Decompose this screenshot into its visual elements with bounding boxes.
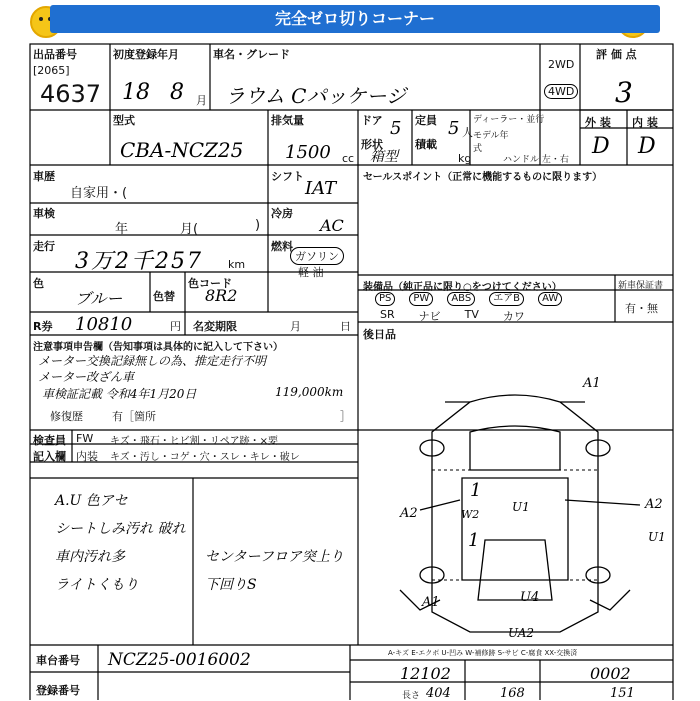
inspection-year: 年 [115, 222, 129, 237]
registration-label: 登録番号 [36, 684, 80, 697]
banner-title: 完全ゼロ切りコーナー [50, 5, 660, 33]
capacity-label: 定員 [415, 114, 437, 127]
diagram-label-u4: U4 [520, 590, 540, 605]
capacity-value: 5 [448, 118, 460, 139]
first-reg-year: 18 [122, 80, 150, 105]
remark-right-1: センターフロア突上り [205, 549, 344, 565]
selling-points-label: セールスポイント（正常に機能するものに限ります） [363, 172, 603, 183]
color-code-label: 色コード [188, 277, 232, 290]
notes-line-1: メーター交換記録無しの為、推定走行不明 [38, 354, 267, 368]
remark-left-4: ライトくもり [55, 577, 139, 593]
remark-left-1: A.U 色アセ [55, 493, 128, 509]
body-value: 箱型 [370, 149, 398, 165]
mileage-value: 3万2千257 [75, 249, 203, 274]
lot-sub: [2065] [33, 64, 70, 77]
diagram-label-w2: W2 [461, 508, 480, 521]
door-label: ドア [361, 114, 383, 127]
score-label: 評 価 点 [596, 48, 637, 61]
interior-score: D [638, 134, 656, 159]
rken-label: R券 [33, 320, 53, 333]
equip-airbag: エアB [489, 292, 524, 306]
rken-value: 10810 [75, 314, 133, 335]
color-change-label: 色替 [153, 290, 175, 303]
load-unit: kg [458, 152, 472, 165]
repair-label: 修復歴 [50, 410, 83, 423]
warranty-value: 有・無 [625, 302, 658, 315]
drive-4wd: 4WD [544, 84, 578, 99]
car-name: ラウム Cパッケージ [225, 84, 407, 108]
length-value: 404 [426, 686, 451, 701]
equip-ps: PS [375, 292, 395, 306]
model-value: CBA-NCZ25 [120, 138, 244, 162]
color-value: ブルー [75, 289, 123, 308]
equipment-row-2 [380, 308, 610, 324]
score-value: 3 [615, 76, 633, 109]
mileage-unit: km [228, 258, 246, 271]
exterior-score: D [592, 134, 610, 159]
history-label: 車歴 [33, 170, 55, 183]
equip-leather: カワ [502, 310, 525, 323]
notes-line-2: メーター改ざん車 [38, 370, 135, 384]
model-label: 型式 [113, 114, 135, 127]
fuel-gasoline: ガソリン [290, 247, 344, 265]
diagram-label-ua2: UA2 [508, 626, 535, 640]
meigi-day: 日 [340, 320, 351, 333]
bottom-value-1: 12102 [400, 664, 451, 683]
equip-tv: TV [464, 308, 479, 321]
meigi-label: 名変期限 [193, 320, 237, 333]
meigi-month: 月 [290, 320, 301, 333]
equip-abs: ABS [447, 292, 475, 306]
lot-number: 4637 [40, 80, 102, 108]
width-value: 168 [500, 686, 525, 701]
repair-value: 有［箇所 [112, 410, 156, 423]
aircon-value: AC [320, 216, 344, 235]
diagram-label-a1-bottom: A1 [422, 595, 440, 610]
remark-left-3: 車内汚れ多 [55, 549, 125, 565]
remark-left-2: シートしみ汚れ 破れ [55, 521, 186, 537]
height-value: 151 [610, 686, 635, 701]
fw-label: FW [76, 432, 94, 445]
inspection-close: ) [255, 218, 261, 233]
inspector-label: 検査員 [33, 434, 66, 447]
load-label: 積載 [415, 138, 437, 151]
first-reg-unit: 月 [196, 94, 207, 107]
dealer-label: ディーラー・並行 [473, 115, 545, 125]
rken-unit: 円 [170, 320, 181, 333]
displacement-unit: cc [342, 152, 355, 165]
remark-right-2: 下回りS [205, 577, 257, 593]
drive-2wd: 2WD [548, 58, 575, 71]
shift-label: シフト [271, 170, 304, 183]
length-label: 長さ [402, 691, 421, 701]
diagram-mark-1b: 1 [468, 530, 480, 551]
warranty-label: 新車保証書 [618, 281, 664, 291]
rear-seat-label: 後日品 [363, 328, 396, 341]
diagram-label-u1-center: U1 [512, 500, 530, 514]
diagram-label-a1-top: A1 [583, 376, 601, 391]
equipment-label: 装備品（純正品に限り○をつけてください） [363, 282, 562, 293]
shift-value: IAT [305, 178, 337, 199]
inspection-label: 車検 [33, 207, 55, 220]
notes-label: 注意事項申告欄（告知事項は具体的に記入して下さい） [33, 342, 283, 353]
handle-label: ハンドル 左・右 [503, 155, 569, 165]
lot-label: 出品番号 [33, 48, 77, 61]
equip-sr: SR [380, 308, 395, 321]
interior-check-items: キズ・汚し・コゲ・穴・スレ・キレ・破レ [110, 452, 300, 463]
first-reg-month: 8 [170, 80, 184, 105]
history-value: 自家用・( [70, 186, 128, 201]
chassis-label: 車台番号 [36, 654, 80, 667]
inspector-entry-label: 記入欄 [33, 450, 66, 463]
interior-label: 内 装 [632, 116, 658, 129]
fuel-label: 燃料 [271, 240, 293, 253]
diagram-label-a2-left: A2 [400, 506, 418, 521]
fw-items: キズ・飛石・ヒビ割・リペア跡・×要 [110, 436, 278, 447]
model-year-label: モデル年式 [473, 131, 509, 154]
diagram-label-u1-right: U1 [648, 530, 666, 544]
aircon-label: 冷房 [271, 207, 293, 220]
fuel-diesel: 軽 油 [298, 266, 324, 279]
mileage-label: 走行 [33, 240, 55, 253]
displacement-label: 排気量 [271, 114, 304, 127]
diagram-label-a2-right: A2 [645, 497, 663, 512]
equipment-row-1 [375, 292, 615, 306]
equip-navi: ナビ [418, 310, 441, 323]
car-name-label: 車名・グレード [213, 48, 290, 61]
equip-aw: AW [538, 292, 562, 306]
displacement-value: 1500 [285, 142, 331, 163]
equip-pw: PW [409, 292, 433, 306]
door-value: 5 [390, 118, 402, 139]
capacity-unit: 人 [462, 126, 473, 139]
notes-line-3-km: 119,000km [275, 385, 344, 399]
body-label: 形状 [361, 138, 383, 151]
chassis-value: NCZ25-0016002 [108, 650, 251, 670]
color-label: 色 [33, 277, 44, 290]
damage-legend: A-キズ E-エクボ U-凹み W-補修跡 S-サビ C-腐食 XX-交換済 [388, 649, 578, 657]
first-reg-label: 初度登録年月 [113, 48, 179, 61]
notes-line-3: 車検証記載 令和4年1月20日 [42, 387, 197, 401]
bottom-value-2: 0002 [590, 664, 631, 683]
exterior-label: 外 装 [585, 116, 611, 129]
repair-close: ］ [340, 410, 351, 423]
inspection-month: 月( [180, 222, 199, 237]
diagram-mark-1a: 1 [470, 480, 482, 501]
color-code-value: 8R2 [205, 286, 238, 305]
interior-check-label: 内装 [76, 450, 98, 463]
